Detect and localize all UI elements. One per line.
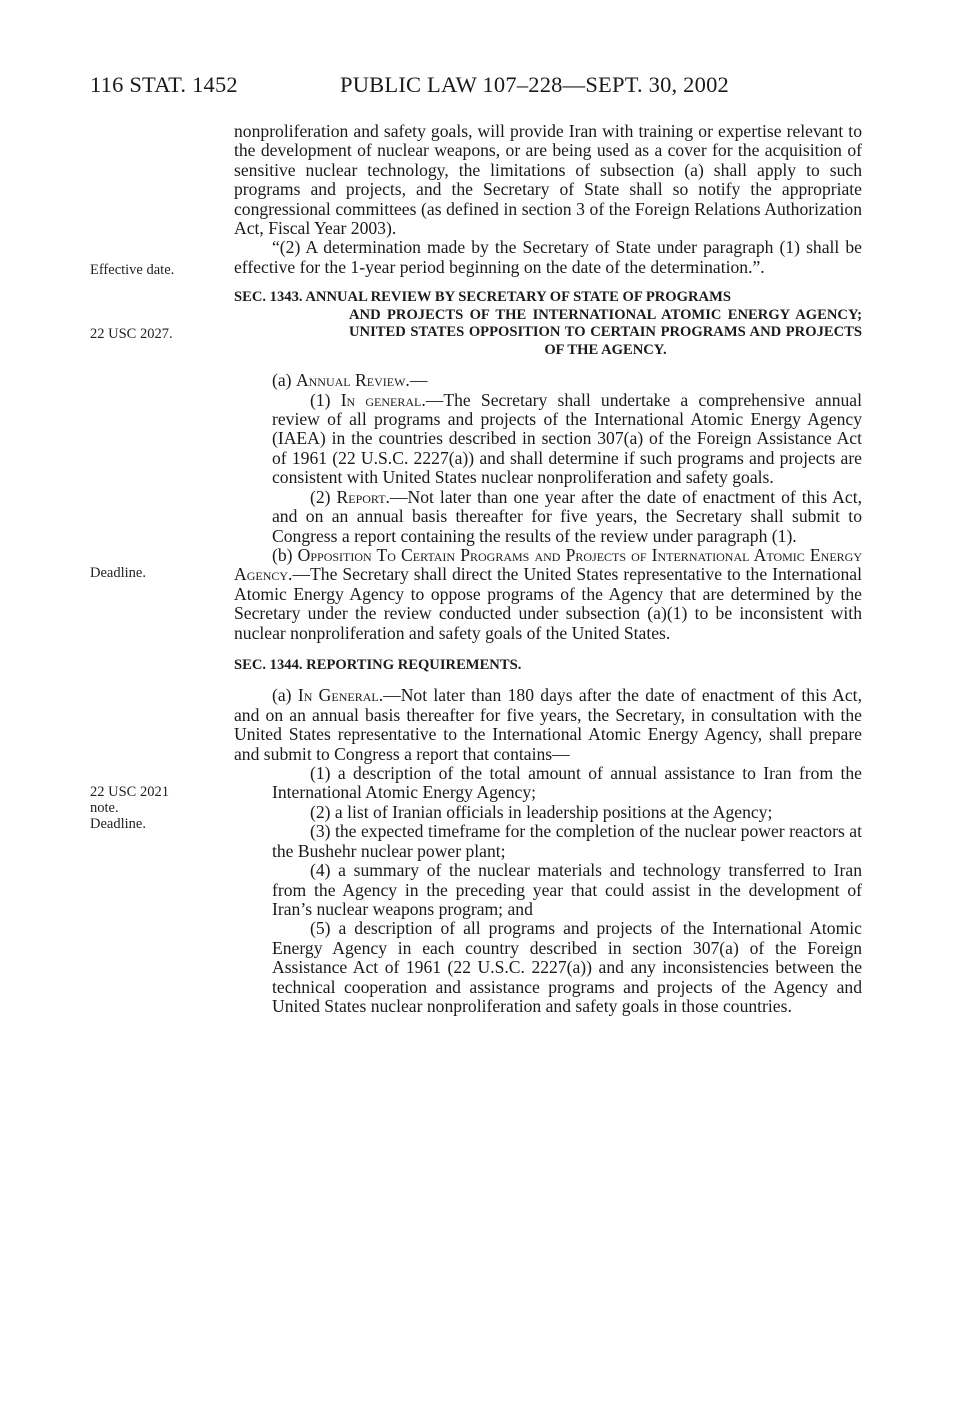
subsection-text: .—Not later than 180 days after the date of enactment of this Act, and on an annual basis thereafter for five years, the Secretary, in consultation with the United States representative to the International Atomic Energy Agency, shall prepare and submit to Congress a report that contains— [234,685,862,764]
report-item: (5) a description of all programs and projects of the International Atomic Energy Agency in each country described in section 307(a) of the Foreign Assistance Act of 1961 (22 U.S.C. 2227(a)) and any inconsistencies between the technical cooperation and assistance programs and projects of the Agency and United States nuclear nonproliferation and safety goals in those countries. [272,918,862,1016]
report-item: (2) a list of Iranian officials in leadership positions at the Agency; [310,801,773,822]
subsection-text: .—The Secretary shall direct the United States representative to the International Atomic Energy Agency to oppose programs of the Agency that are determined by the Secretary under the review conducted under subsection (a)(1) to be inconsistent with nuclear nonproliferation and safety goals of the United States. [234,564,862,643]
paragraph-heading: In general [340,389,422,410]
subsection-number: (b) [272,544,298,565]
body-text [234,122,862,1016]
subsection-a-heading [234,371,862,390]
subsection-b [234,546,862,643]
margin-note-deadline: Deadline. [90,565,146,581]
section-1343-heading [234,289,862,359]
paragraph-a1 [234,391,862,488]
section-number: SEC. 1343. [234,289,303,306]
margin-note-effective-date: Effective date. [90,262,175,278]
report-item: (1) a description of the total amount of annual assistance to Iran from the International Atomic Energy Agency; [272,763,862,803]
paragraph-number: (2) [310,486,337,507]
subsection-heading: Opposition To Certain Programs and Projects of International Atomic Energy Agency [234,544,862,585]
margin-note-line: Deadline. [90,816,146,832]
subsection-heading: Annual Review [295,370,406,391]
margin-note-line: note. [90,800,119,816]
section-1344-heading: SEC. 1344. REPORTING REQUIREMENTS. [234,656,522,673]
margin-note-line: 22 USC 2021 [90,784,169,800]
paragraph-determination: “(2) A determination made by the Secretary of State under paragraph (1) shall be effective for the 1-year period beginning on the date of the determination.”. [234,237,862,277]
section-1343-heading-first-line [234,289,862,307]
heading-dash: .— [405,370,428,391]
statute-page-number: 116 STAT. 1452 [90,72,238,97]
paragraph-a2 [234,488,862,546]
subsection-heading: In General [297,685,379,706]
subsection-general [234,686,862,764]
public-law-citation: PUBLIC LAW 107–228—SEPT. 30, 2002 [340,72,729,97]
subsection-number: (a) [272,685,298,706]
report-item: (4) a summary of the nuclear materials and technology transferred to Iran from the Agency in the preceding year that could assist in the development of Iran’s nuclear weapons program; and [272,860,862,919]
paragraph-text: .—The Secretary shall undertake a comprehensive annual review of all programs and projects of the International Atomic Energy Agency (IAEA) in the countries described in section 307(a) of the Foreign Assistance Act of 1961 (22 U.S.C. 2227(a)) and shall determine if such programs and projects are consistent with United States nuclear nonproliferation and safety goals. [272,389,862,488]
paragraph-text: .—Not later than one year after the date of enactment of this Act, and on an annual basis thereafter for five years, the Secretary shall submit to Congress a report containing the results of the review under paragraph (1). [272,486,862,546]
section-title-first-line: ANNUAL REVIEW BY SECRETARY OF STATE OF PROGRAMS [305,289,731,306]
section-title-continuation: AND PROJECTS OF THE INTERNATIONAL ATOMIC ENERGY AGENCY; UNITED STATES OPPOSITION TO CERTAIN PROGRAMS AND PROJECTS OF THE AGENCY. [349,306,862,358]
report-item: (3) the expected timeframe for the completion of the nuclear power reactors at the Bushehr nuclear power plant; [272,821,862,861]
paragraph-continuation: nonproliferation and safety goals, will provide Iran with training or expertise relevant to the development of nuclear weapons, or are being used as a cover for the acquisition of sensitive nuclear technology, the limitations of subsection (a) shall apply to such programs and projects, and the Secretary of State shall so notify the appropriate congressional committees (as defined in section 3 of the Foreign Relations Authorization Act, Fiscal Year 2003). [234,121,862,239]
paragraph-number: (1) [310,389,341,410]
subsection-number: (a) [272,370,296,391]
margin-note-usc-2027: 22 USC 2027. [90,326,173,342]
margin-note-usc-2021-note [90,784,169,832]
paragraph-heading: Report [336,486,386,507]
